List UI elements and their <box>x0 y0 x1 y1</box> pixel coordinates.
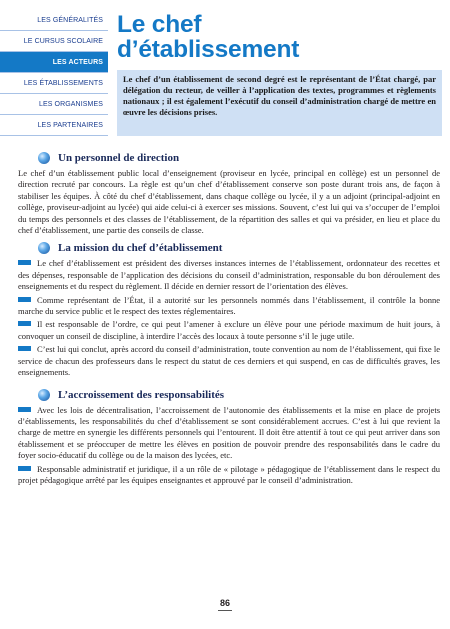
paragraph-text: Il est responsable de l’ordre, ce qui peut l’amener à exclure un élève pour une période maximum de huit jours, à convoquer un conseil de discipline, à interdire l’accès des locaux à toute personne s’il le juge utile. <box>18 319 440 341</box>
blue-orb-icon <box>38 152 50 164</box>
page-title-line1: Le chef <box>117 11 202 38</box>
paragraph-text: C’est lui qui conclut, après accord du conseil d’administration, toute convention au nom de l’établissement, qui fixe le service de chacun des professeurs dans le respect du statut de ces derniers et qui suspend, en cas de difficultés graves, les enseignements. <box>18 344 440 378</box>
body-paragraph: Le chef d’un établissement public local d’enseignement (proviseur en lycée, principal en collège) est un personnel de direction recruté par concours. La règle est qu’un chef d’établissement conserve son poste durant trois ans, de façon à stabiliser les équipes. À côté du chef d’établissement, dans chaque collège ou lycée, il y a un adjoint (principal-adjoint en collège, proviseur-adjoint au lycée) qui aide celui-ci à exercer ses missions. Souvent, c’est lui qui va s’occuper de l’emploi du temps des personnels et des classes de l’établissement, de la répartition des salles et qui va présider, en lieu et place du chef d’établissement, une partie des conseils de classe. <box>18 168 440 236</box>
section-heading <box>18 150 440 166</box>
page-number: 86 <box>219 598 230 608</box>
bullet-paragraph <box>18 319 440 342</box>
bullet-bar-icon <box>18 297 31 302</box>
nav-item-etablissements[interactable]: LES ÉTABLISSEMENTS <box>0 73 108 94</box>
bullet-bar-icon <box>18 346 31 351</box>
section-title: L’accroissement des responsabilités <box>58 388 225 401</box>
section-title: La mission du chef d’établissement <box>58 242 223 255</box>
nav-item-generalites[interactable]: LES GÉNÉRALITÉS <box>0 10 108 31</box>
nav-item-partenaires[interactable]: LES PARTENAIRES <box>0 115 108 136</box>
bullet-paragraph <box>18 405 440 462</box>
bullet-bar-icon <box>18 407 31 412</box>
bullet-paragraph <box>18 295 440 318</box>
paragraph-text: Le chef d’établissement est président des diverses instances internes de l’établissement, ordonnateur des recettes et des dépenses, responsable de l’application des décisions du conseil d’administration, responsable du bon déroulement des enseignements et du respect du règlement. Il décide en dernier ressort de l’orientation des élèves. <box>18 258 440 292</box>
section-heading <box>18 387 440 403</box>
paragraph-text: Avec les lois de décentralisation, l’accroissement de l’autonomie des établissements et la mise en place de projets d’établissements, les responsabilités du chef d’établissement se sont considérablement accrues. C’est à lui que revient la charge de mettre en synergie les différents personnels qui l’entourent. Il doit être attentif à tout ce qui peut arriver dans son établissement et se préoccuper de mettre les élèves en position de pouvoir prendre des responsabilités dans le cadre du foyer socio-éducatif du collège ou de la maison des lycées, etc. <box>18 404 440 461</box>
intro-box: Le chef d’un établissement de second degré est le représentant de l’État chargé, par délégation du recteur, de veiller à l’application des textes, programmes et règlements nationaux ; il est également l’exécutif du conseil d’administration chargé de mettre en œuvre les décisions prises. <box>117 70 442 136</box>
bullet-paragraph <box>18 464 440 487</box>
bullet-bar-icon <box>18 321 31 326</box>
nav-item-organismes[interactable]: LES ORGANISMES <box>0 94 108 115</box>
bullet-bar-icon <box>18 466 31 471</box>
blue-orb-icon <box>38 242 50 254</box>
page-title <box>117 12 299 62</box>
sidebar-nav <box>0 10 108 136</box>
nav-item-cursus-scolaire[interactable]: LE CURSUS SCOLAIRE <box>0 31 108 52</box>
section-title: Un personnel de direction <box>58 152 180 164</box>
page-title-line2: d’établissement <box>117 36 300 63</box>
main-content <box>18 150 440 488</box>
blue-orb-icon <box>38 389 50 401</box>
paragraph-text: Responsable administratif et juridique, il a un rôle de « pilotage » pédagogique de l’établissement dans le respect du projet pédagogique arrêté par les équipes enseignantes et approuvé par le conseil d’administration. <box>18 463 440 485</box>
paragraph-text: Comme représentant de l’État, il a autorité sur les personnels nommés dans l’établissement, il contrôle la bonne marche du service public et le respect des textes réglementaires. <box>18 294 440 317</box>
bullet-paragraph <box>18 258 440 292</box>
page-number-rule <box>218 610 232 611</box>
nav-item-acteurs[interactable]: LES ACTEURS <box>0 52 108 73</box>
section-heading <box>18 240 440 256</box>
bullet-paragraph <box>18 344 440 378</box>
bullet-bar-icon <box>18 260 31 265</box>
